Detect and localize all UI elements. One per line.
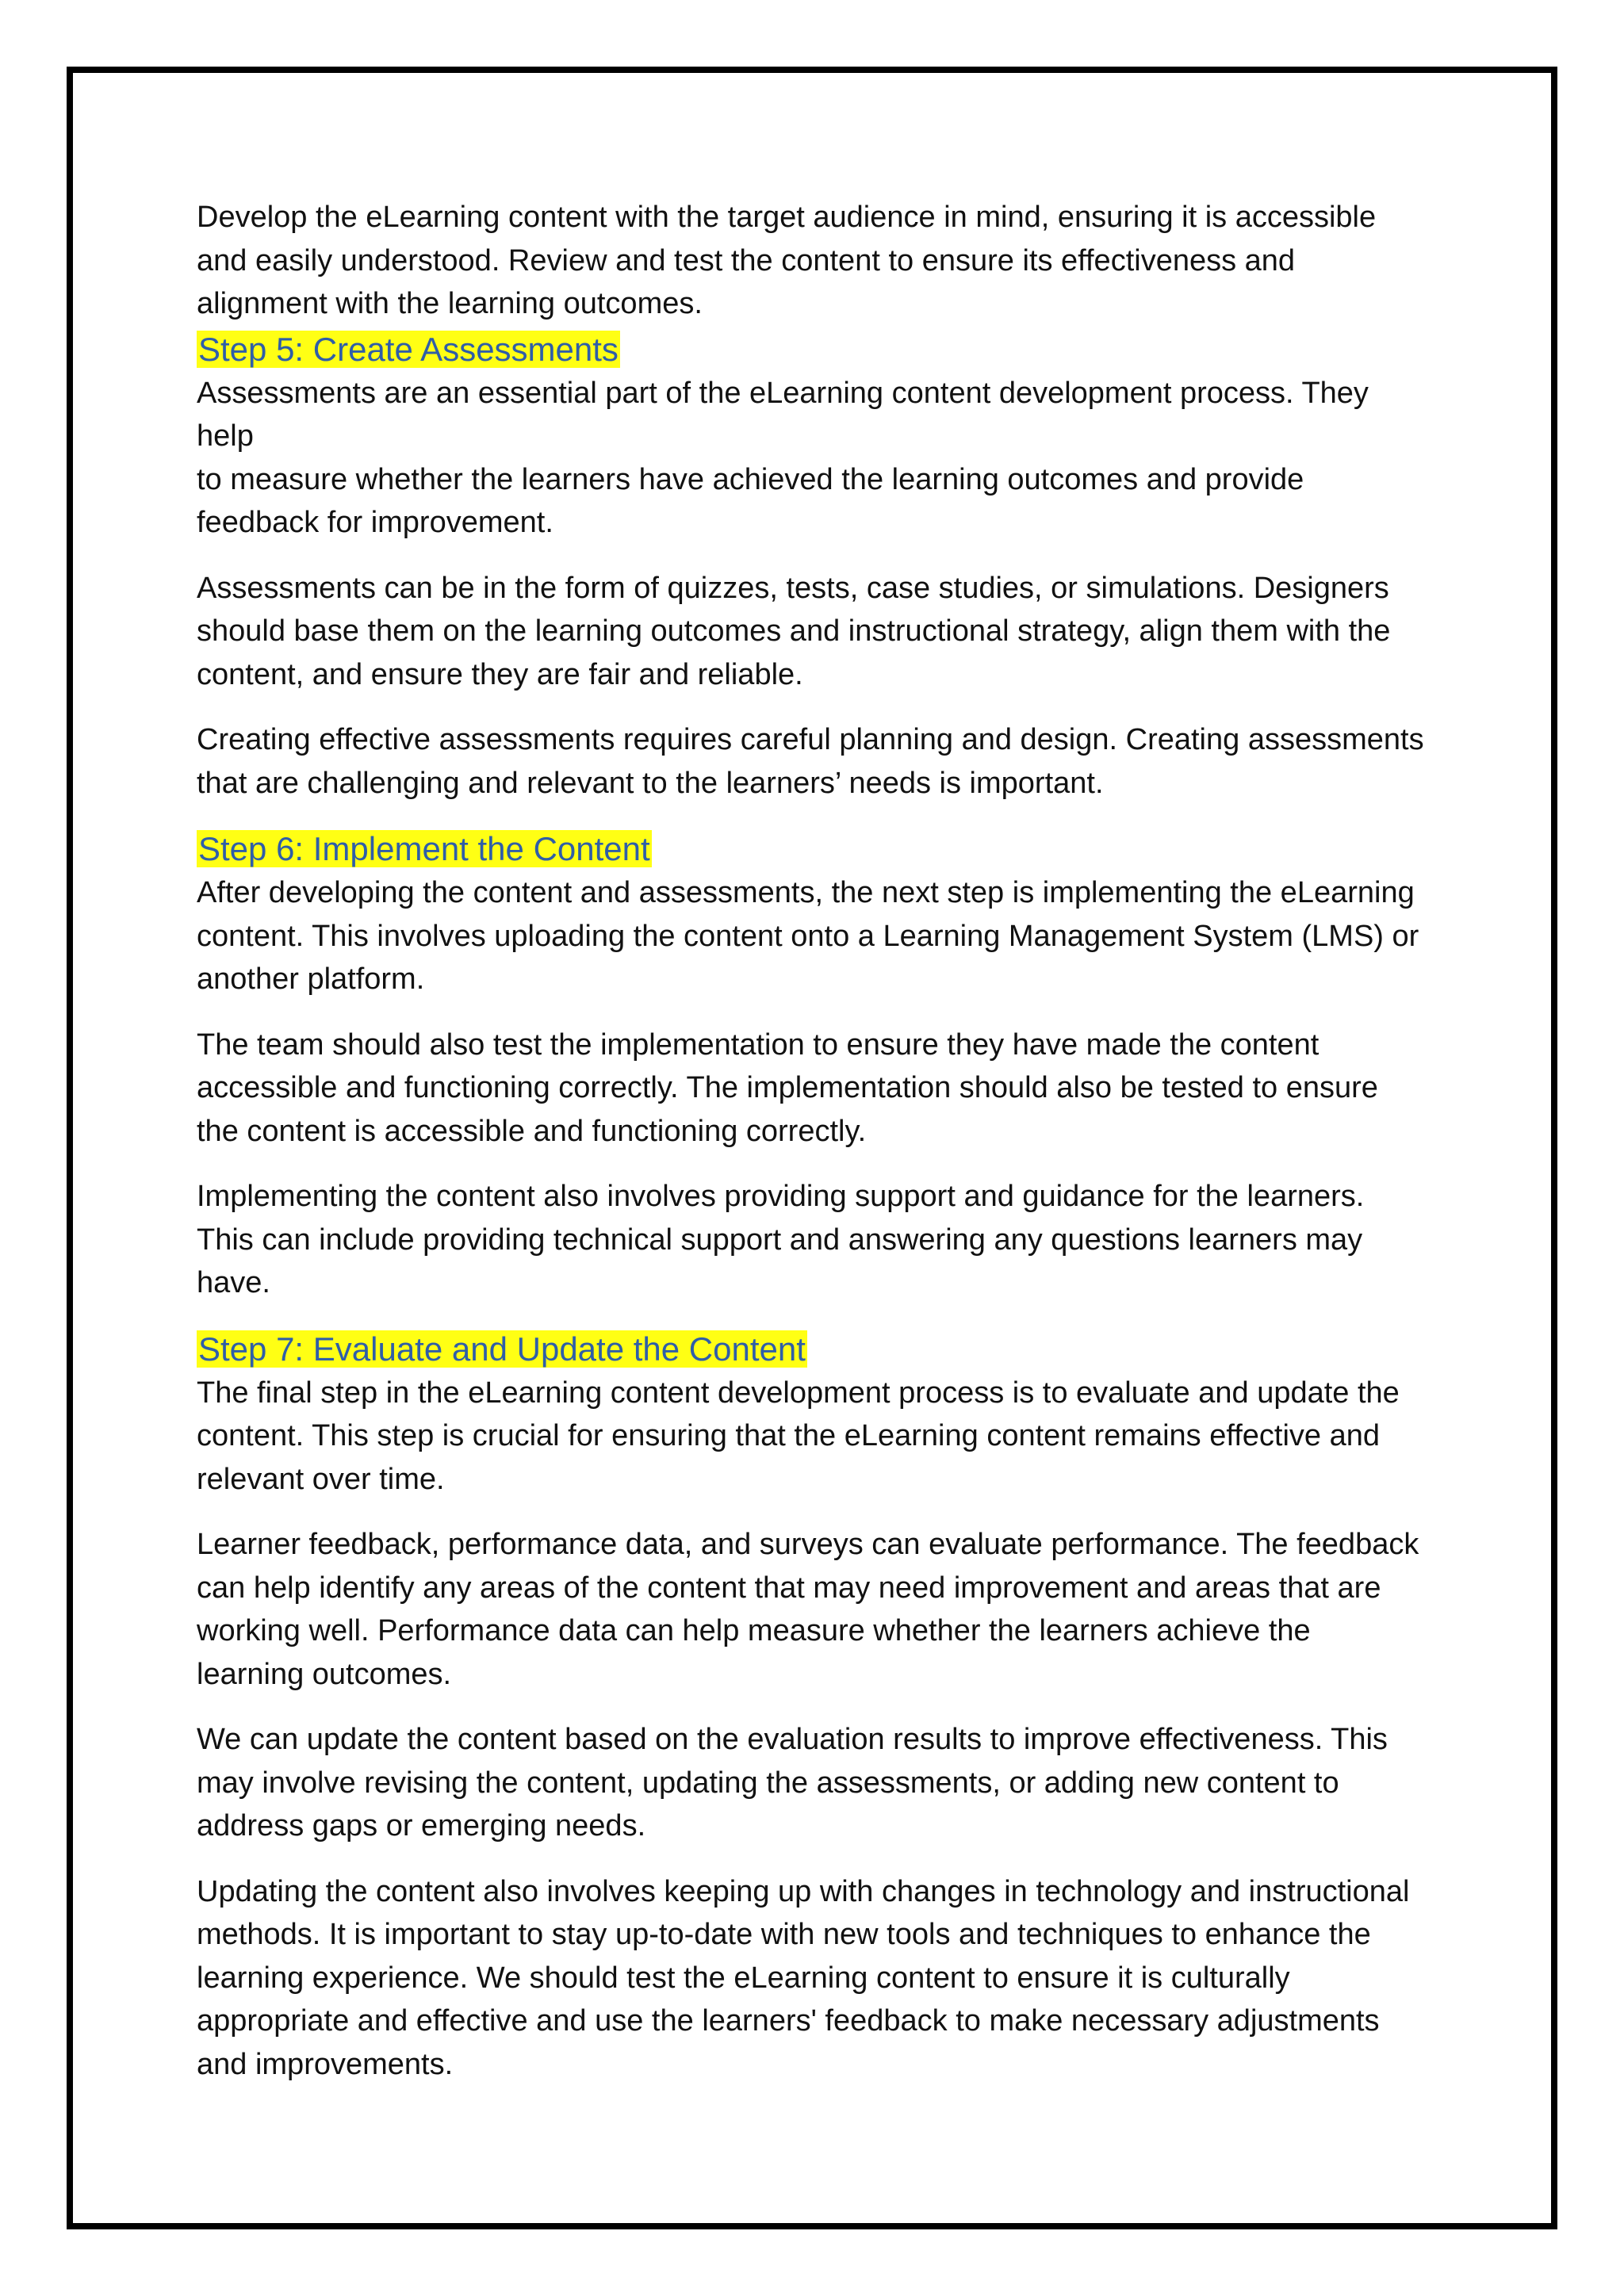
step-7-paragraph-3: We can update the content based on the evaluation results to improve effectiveness. This may involve revising the content, updating the assessments, or adding new content to address gaps or emerging needs. bbox=[197, 1723, 1388, 1843]
step-7-heading-text: Step 7: Evaluate and Update the Content bbox=[198, 1330, 806, 1368]
step-5-paragraph-1: Assessments are an essential part of the eLearning content development process. They help to measure whether the learners have achieved the learning outcomes and provide feedback for improvement. bbox=[197, 376, 1369, 539]
step-5-heading-text: Step 5: Create Assessments bbox=[198, 330, 619, 368]
step-5-paragraph-3: Creating effective assessments requires careful planning and design. Creating assessments that are challenging and relevant to the learners’ needs is important. bbox=[197, 723, 1424, 800]
step-6-heading bbox=[197, 827, 1434, 871]
step-5-paragraph-2: Assessments can be in the form of quizzes, tests, case studies, or simulations. Designers should base them on the learning outcomes and instructional strategy, align them with the content, and ensure they are fair and reliable. bbox=[197, 571, 1391, 691]
step-7-paragraph-4: Updating the content also involves keeping up with changes in technology and instructional methods. It is important to stay up-to-date with new tools and techniques to enhance the learning experience. We should test the eLearning content to ensure it is culturally appropriate and effective and use the learners' feedback to make necessary adjustments and improvements. bbox=[197, 1874, 1410, 2081]
step-5-heading bbox=[197, 327, 1434, 372]
step-7-paragraph-2: Learner feedback, performance data, and surveys can evaluate performance. The feedback can help identify any areas of the content that may need improvement and areas that are working well. Performance data can help measure whether the learners achieve the learning outcomes. bbox=[197, 1528, 1419, 1691]
step-6-heading-text: Step 6: Implement the Content bbox=[198, 830, 650, 867]
step-6-paragraph-1: After developing the content and assessments, the next step is implementing the eLearning content. This involves uploading the content onto a Learning Management System (LMS) or another platform. bbox=[197, 876, 1419, 996]
step-6-paragraph-3: Implementing the content also involves providing support and guidance for the learners. This can include providing technical support and answering any questions learners may have. bbox=[197, 1180, 1365, 1299]
step-7-paragraph-1: The final step in the eLearning content development process is to evaluate and update the content. This step is crucial for ensuring that the eLearning content remains effective and relevant over time. bbox=[197, 1376, 1400, 1496]
document-body bbox=[197, 196, 1434, 2086]
step-6-paragraph-2: The team should also test the implementation to ensure they have made the content accessible and functioning correctly. The implementation should also be tested to ensure the content is accessible and functioning correctly. bbox=[197, 1027, 1378, 1148]
step-7-heading bbox=[197, 1327, 1434, 1372]
intro-paragraph: Develop the eLearning content with the target audience in mind, ensuring it is accessible and easily understood. Review and test the content to ensure its effectiveness and alignment with the learning outcomes. bbox=[197, 201, 1377, 320]
